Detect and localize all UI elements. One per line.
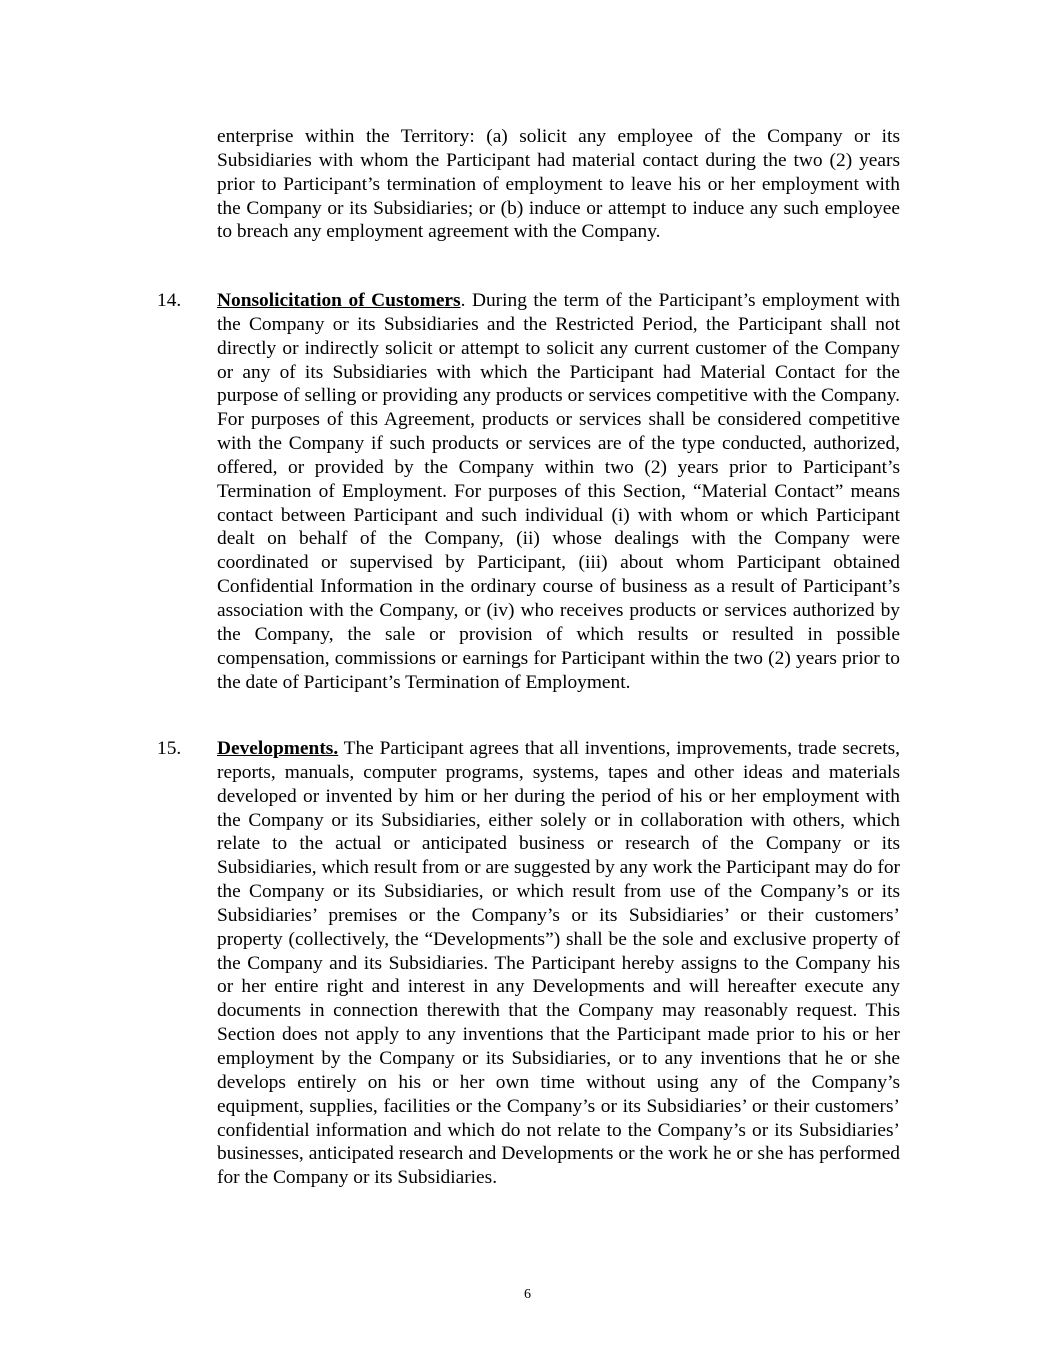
section-14-heading-suffix: . xyxy=(460,290,466,311)
section-number-14: 14. xyxy=(157,290,182,311)
section-15-body: The Participant agrees that all inventions, improvements, trade secrets, reports, manuals, computer programs, systems, tapes and other ideas and materials developed or invented by him or her during the period of his or her employment with the Company or its Subsidiaries, either solely or in collaboration with others, which relate to the actual or anticipated business or research of the Company or its Subsidiaries, which result from or are suggested by any work the Participant may do for the Company or its Subsidiaries, or which result from use of the Company’s or its Subsidiaries’ premises or the Company’s or its Subsidiaries’ or their customers’ property (collectively, the “Developments”) shall be the sole and exclusive property of the Company and its Subsidiaries. The Participant hereby assigns to the Company his or her entire right and interest in any Developments and will hereafter execute any documents in connection therewith that the Company may reasonably request. This Section does not apply to any inventions that the Participant made prior to his or her employment by the Company or its Subsidiaries, or to any inventions that he or she develops entirely on his or her own time without using any of the Company’s equipment, supplies, facilities or the Company’s or its Subsidiaries’ or their customers’ confidential information and which do not relate to the Company’s or its Subsidiaries’ businesses, anticipated research and Developments or the work he or she has performed for the Company or its Subsidiaries. xyxy=(217,738,900,1189)
section-14-body: During the term of the Participant’s employment with the Company or its Subsidiaries and the Restricted Period, the Participant shall not directly or indirectly solicit or attempt to solicit any current customer of the Company or any of its Subsidiaries with which the Participant had Material Contact for the purpose of selling or providing any products or services competitive with the Company. For purposes of this Agreement, products or services shall be considered competitive with the Company if such products or services are of the type conducted, authorized, offered, or provided by the Company within two (2) years prior to Participant’s Termination of Employment. For purposes of this Section, “Material Contact” means contact between Participant and such individual (i) with whom or which Participant dealt on behalf of the Company, (ii) whose dealings with the Company were coordinated or supervised by Participant, (iii) about whom Participant obtained Confidential Information in the ordinary course of business as a result of Participant’s association with the Company, or (iv) who receives products or services authorized by the Company, the sale or provision of which results or resulted in possible compensation, commissions or earnings for Participant within the two (2) years prior to the date of Participant’s Termination of Employment. xyxy=(217,290,900,693)
page-number: 6 xyxy=(524,1287,531,1302)
section-number-15: 15. xyxy=(157,738,182,759)
section-14-paragraph xyxy=(217,289,900,694)
section-15-heading: Developments. xyxy=(217,738,339,759)
continuation-paragraph: enterprise within the Territory: (a) solicit any employee of the Company or its Subsidiaries with whom the Participant had material contact during the two (2) years prior to Participant’s termination of employment to leave his or her employment with the Company or its Subsidiaries; or (b) induce or attempt to induce any such employee to breach any employment agreement with the Company. xyxy=(217,126,900,243)
section-15-paragraph xyxy=(217,737,900,1190)
section-14-heading: Nonsolicitation of Customers xyxy=(217,290,461,311)
